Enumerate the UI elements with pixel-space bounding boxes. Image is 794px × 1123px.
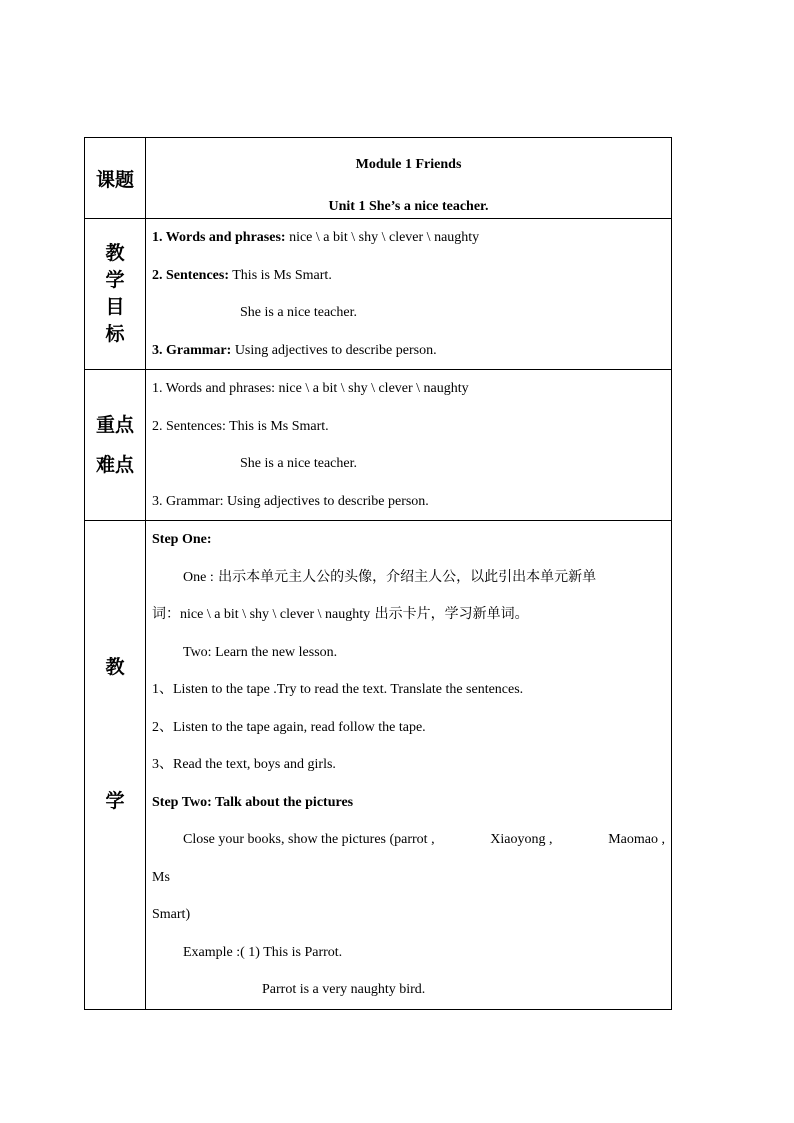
keypoints-label-line: 难点 xyxy=(95,454,134,476)
one-chinese-2: 词： xyxy=(152,606,180,622)
teaching-item-3: 3、Read the text, boys and girls. xyxy=(152,757,336,772)
objectives-label-char: 学 xyxy=(105,269,125,291)
unit-title: Unit 1 She’s a nice teacher. xyxy=(328,199,489,214)
parrot-line: Parrot is a very naughty bird. xyxy=(262,982,426,997)
objectives-label-char: 目 xyxy=(105,296,125,318)
one-prefix: One : xyxy=(183,569,214,585)
example-line: Example :( 1) This is Parrot. xyxy=(183,944,343,960)
objectives-content xyxy=(146,219,672,370)
step-two-learn: Two: Learn the new lesson. xyxy=(183,644,338,660)
teaching-label-char: 学 xyxy=(105,789,125,812)
keypoints-label xyxy=(85,370,146,521)
smart-line: Smart) xyxy=(152,907,191,922)
objective-words xyxy=(152,219,665,257)
keypoints-row xyxy=(85,370,672,521)
title-content xyxy=(146,138,672,219)
objectives-row xyxy=(85,219,672,370)
close-books-part: Maomao , xyxy=(608,832,665,847)
teaching-item-1: 1、Listen to the tape .Try to read the text. Translate the sentences. xyxy=(152,682,524,697)
objective-sentences xyxy=(152,257,665,295)
keypoint-sentence-2: She is a nice teacher. xyxy=(240,456,358,471)
keypoint-sentences: 2. Sentences: This is Ms Smart. xyxy=(152,418,329,434)
close-books-line xyxy=(152,821,665,859)
keypoints-label-line: 重点 xyxy=(95,414,134,436)
objective-words-text: nice \ a bit \ shy \ clever \ naughty xyxy=(285,230,480,245)
objectives-label xyxy=(85,219,146,370)
title-row xyxy=(85,138,672,219)
step-one-words xyxy=(152,596,665,634)
teaching-item-2: 2、Listen to the tape again, read follow the tape. xyxy=(152,719,426,735)
objectives-label-char: 教 xyxy=(105,242,125,264)
teaching-label xyxy=(85,521,146,1010)
one-words: nice \ a bit \ shy \ clever \ naughty xyxy=(180,607,371,622)
close-books-part: Close your books, show the pictures (parrot , xyxy=(183,832,435,847)
objective-grammar-heading: 3. Grammar: xyxy=(152,342,232,358)
objective-words-heading: 1. Words and phrases: xyxy=(152,230,286,245)
objective-sentences-text: This is Ms Smart. xyxy=(229,267,332,283)
one-chinese: 出示本单元主人公的头像，介绍主人公，以此引出本单元新单 xyxy=(213,568,597,585)
objective-grammar xyxy=(152,332,665,370)
close-books-part: Xiaoyong , xyxy=(490,832,553,847)
teaching-content xyxy=(146,521,672,1010)
ms-line: Ms xyxy=(152,869,170,885)
teaching-label-char: 教 xyxy=(105,655,125,678)
lesson-plan-table xyxy=(84,137,672,1010)
keypoint-words: 1. Words and phrases: nice \ a bit \ shy \ clever \ naughty xyxy=(152,381,469,396)
step-one-heading: Step One: xyxy=(152,532,212,547)
step-two-heading: Step Two: Talk about the pictures xyxy=(152,794,354,810)
objectives-label-char: 标 xyxy=(105,323,125,345)
one-chinese-3: 出示卡片，学习新单词。 xyxy=(370,606,529,622)
teaching-row xyxy=(85,521,672,1010)
title-label: 课题 xyxy=(85,138,146,219)
module-title: Module 1 Friends xyxy=(355,157,462,172)
objective-sentence-2: She is a nice teacher. xyxy=(240,305,358,320)
step-one-intro xyxy=(152,559,665,597)
keypoint-grammar: 3. Grammar: Using adjectives to describe person. xyxy=(152,493,429,509)
objective-sentences-heading: 2. Sentences: xyxy=(152,267,229,283)
objective-grammar-text: Using adjectives to describe person. xyxy=(231,342,437,358)
keypoints-content xyxy=(146,370,672,521)
